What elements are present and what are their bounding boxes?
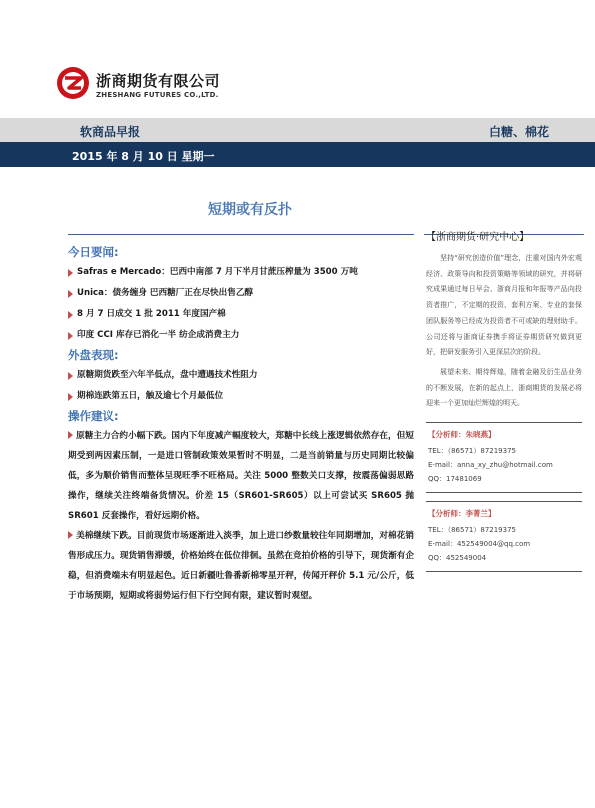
news-item: 8 月 7 日成交 1 批 2011 年度国产棉 bbox=[68, 308, 414, 320]
report-category: 白糖、棉花 bbox=[488, 125, 549, 139]
analyst-heading: 【分析师：朱晓燕】 bbox=[428, 430, 496, 440]
analyst-qq: QQ：452549004 bbox=[428, 554, 487, 563]
news-item: 印度 CCI 库存已消化一半 纺企成消费主力 bbox=[68, 329, 414, 341]
advice-paragraph-cotton: 美棉继续下跌。目前现货市场逐渐进入淡季，加上进口纱数量较往年同期增加，对棉花销售形成压力。现货销售滞缓，价格始终在低位徘徊。虽然在竞拍价格的引导下，现货渐有企稳，但消费端未有明显起色。近日新疆吐鲁番新棉零星开秤，传闻开秤价 5.1 元/公斤，低于市场预期，短期或将弱势运行但下行空间有限，建议暂时观望。 bbox=[68, 531, 414, 601]
bullet-triangle-icon bbox=[68, 531, 73, 539]
news-section-title: 今日要闻: bbox=[68, 245, 119, 259]
news-item: Safras e Mercado：巴西中南部 7 月下半月甘蔗压榨量为 3500 万吨 bbox=[68, 266, 414, 278]
bullet-triangle-icon bbox=[68, 431, 73, 439]
bullet-triangle-icon bbox=[68, 372, 73, 380]
advice-paragraph-sugar: 原糖主力合约小幅下跌。国内下年度减产幅度较大，郑糖中长线上涨逻辑依然存在，但短期受到两因素压制，一是进口管制政策效果暂时不明显，二是当前销量与历史同期比较偏低，多为顺价销售而整体呈现旺季不旺格局。关注 5000 整数关口支撑，按震荡偏弱思路操作，继续关注终端备货情况。价差 15（SR601-SR605）以上可尝试买 SR605 抛 SR601 反套操作，看好远期价格。 bbox=[68, 431, 414, 521]
company-logo bbox=[56, 66, 236, 106]
report-header-band bbox=[0, 118, 595, 142]
company-logo-icon bbox=[56, 66, 90, 100]
bullet-triangle-icon bbox=[68, 269, 73, 277]
date-band bbox=[0, 142, 595, 167]
bullet-triangle-icon bbox=[68, 332, 73, 340]
analyst-card bbox=[426, 422, 582, 493]
sidebar-paragraph: 坚持“研究创造价值”理念，注重对国内外宏观经济、政策导向和投资策略等领域的研究，并将研究成果通过每日早会、浙商月报和年报等产品向投资者推广，不定期的投资、套利方案、专业的套保团队服务等已经成为投资者不可或缺的理财助手。公司还将与浙商证券携手将证券期货研究做到更好，把研发服务引入更深层次的阶段。 bbox=[426, 254, 582, 357]
analyst-tel: TEL：（86571）87219375 bbox=[428, 526, 516, 535]
sidebar bbox=[426, 228, 582, 572]
report-type: 软商品早报 bbox=[80, 125, 141, 139]
report-date: 2015 年 8 月 10 日 星期一 bbox=[72, 150, 215, 163]
external-item: 原糖期货跌至六年半低点，盘中遭遇技术性阻力 bbox=[68, 369, 414, 381]
company-name-en: ZHESHANG FUTURES CO.,LTD. bbox=[96, 91, 219, 99]
main-content bbox=[68, 244, 414, 606]
analyst-email: E-mail：anna_xy_zhu@hotmail.com bbox=[428, 461, 553, 470]
analyst-email: E-mail：452549004@qq.com bbox=[428, 540, 531, 549]
news-item: Unica：债务缠身 巴西糖厂正在尽快出售乙醇 bbox=[68, 287, 414, 299]
divider-left bbox=[68, 234, 414, 235]
external-section-title: 外盘表现: bbox=[68, 348, 119, 362]
sidebar-paragraph: 展望未来、期待辉煌，随着金融及衍生品业务的不断发展，在新的起点上，浙商期货的发展必将迎来一个更加灿烂辉煌的明天。 bbox=[426, 367, 582, 408]
sidebar-title: 【浙商期货·研究中心】 bbox=[426, 232, 530, 243]
analyst-qq: QQ：17481069 bbox=[428, 475, 482, 484]
company-name-cn: 浙商期货有限公司 bbox=[96, 72, 221, 90]
analyst-tel: TEL：（86571）87219375 bbox=[428, 447, 516, 456]
report-headline: 短期或有反扑 bbox=[208, 202, 292, 218]
advice-section-title: 操作建议: bbox=[68, 409, 119, 423]
bullet-triangle-icon bbox=[68, 311, 73, 319]
analyst-heading: 【分析师：李菁兰】 bbox=[428, 509, 496, 519]
bullet-triangle-icon bbox=[68, 290, 73, 298]
analyst-card bbox=[426, 501, 582, 572]
bullet-triangle-icon bbox=[68, 393, 73, 401]
external-item: 期棉连跌第五日，触及逾七个月最低位 bbox=[68, 390, 414, 402]
